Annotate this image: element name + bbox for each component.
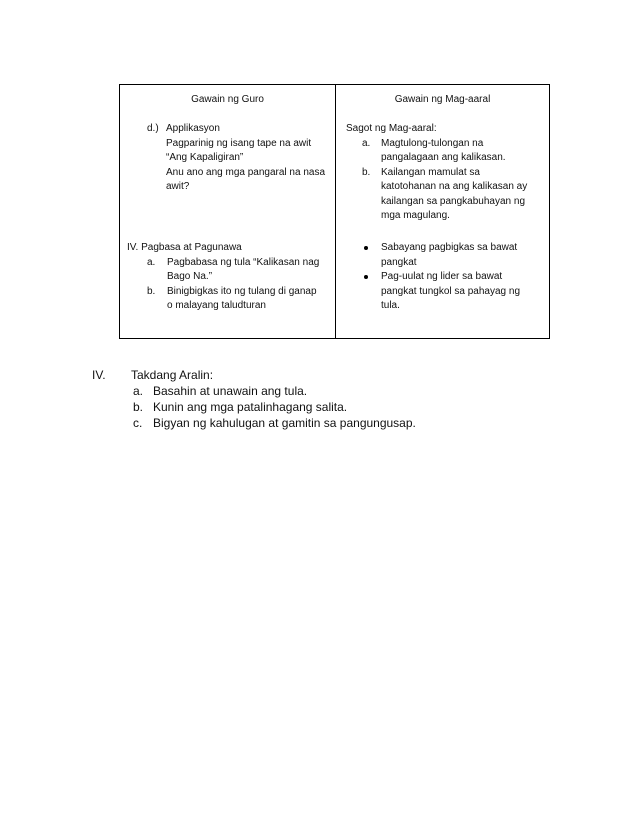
takdang-aralin-section: [92, 367, 416, 431]
pagbasa-item-line: Binigbigkas ito ng tulang di ganap: [167, 285, 317, 297]
sagot-item-line: pangalagaan ang kalikasan.: [381, 152, 506, 163]
bullet-list: [366, 241, 520, 314]
sagot-title: Sagot ng Mag-aaral:: [346, 123, 437, 134]
pagbasa-item-label: b.: [147, 285, 156, 297]
teacher-column-header: Gawain ng Guro: [191, 94, 264, 105]
applikasyon-line: Anu ano ang mga pangaral na nasa: [166, 166, 326, 178]
pagbasa-item: [147, 285, 319, 314]
pagbasa-item-line: o malayang taludturan: [167, 300, 266, 311]
bullet-item: [366, 270, 520, 314]
applikasyon-section: [147, 122, 325, 195]
sagot-item-label: b.: [362, 166, 371, 178]
takdang-item-text: Bigyan ng kahulugan at gamitin sa pangungusap.: [153, 416, 416, 430]
pagbasa-item: [147, 256, 319, 285]
student-column-header: Gawain ng Mag-aaral: [394, 94, 491, 105]
sagot-item-line: Kailangan mamulat sa: [381, 166, 480, 178]
pagbasa-item-line: Pagbabasa ng tula “Kalikasan nag: [167, 256, 320, 268]
takdang-item-text: Basahin at unawain ang tula.: [153, 384, 308, 398]
pagbasa-item-label: a.: [147, 256, 156, 268]
sagot-item: [362, 137, 527, 166]
bullet-item-line: tula.: [381, 300, 400, 311]
bullet-item-line: pangkat tungkol sa pahayag ng: [381, 285, 520, 297]
applikasyon-line: Pagparinig ng isang tape na awit: [166, 137, 312, 149]
applikasyon-title: Applikasyon: [166, 123, 220, 134]
bullet-item: [366, 241, 520, 270]
sagot-item-line: kailangan sa pangkabuhayan ng: [381, 195, 526, 207]
lesson-plan-table: [119, 84, 550, 339]
applikasyon-label: d.): [147, 123, 159, 134]
takdang-item-label: a.: [133, 384, 144, 398]
bullet-dot-icon: [364, 275, 368, 279]
takdang-item-label: c.: [133, 416, 143, 430]
takdang-item: [133, 399, 416, 415]
takdang-item-label: b.: [133, 400, 144, 414]
takdang-numeral: IV.: [92, 368, 106, 382]
takdang-title: Takdang Aralin:: [131, 368, 214, 382]
bullet-item-line: Pag-uulat ng lider sa bawat: [381, 271, 503, 282]
takdang-item: [133, 383, 416, 399]
sagot-item-line: Magtulong-tulongan na: [381, 137, 484, 149]
bullet-dot-icon: [364, 246, 368, 250]
sagot-item-label: a.: [362, 137, 371, 149]
teacher-activity-column: [120, 85, 335, 338]
takdang-item-text: Kunin ang mga patalinhagang salita.: [153, 400, 348, 414]
student-activity-column: [336, 85, 549, 338]
applikasyon-line: awit?: [166, 181, 190, 192]
sagot-item-line: mga magulang.: [381, 210, 450, 221]
takdang-item: [133, 415, 416, 431]
bullet-item-line: Sabayang pagbigkas sa bawat: [381, 242, 518, 253]
sagot-section: [346, 122, 527, 224]
pagbasa-item-line: Bago Na.”: [167, 271, 213, 282]
pagbasa-section: [127, 241, 319, 314]
applikasyon-line: “Ang Kapaligiran”: [166, 152, 244, 163]
pagbasa-title: IV. Pagbasa at Pagunawa: [127, 242, 242, 253]
sagot-item: [362, 166, 527, 224]
sagot-item-line: katotohanan na ang kalikasan ay: [381, 181, 528, 192]
bullet-item-line: pangkat: [381, 256, 417, 268]
